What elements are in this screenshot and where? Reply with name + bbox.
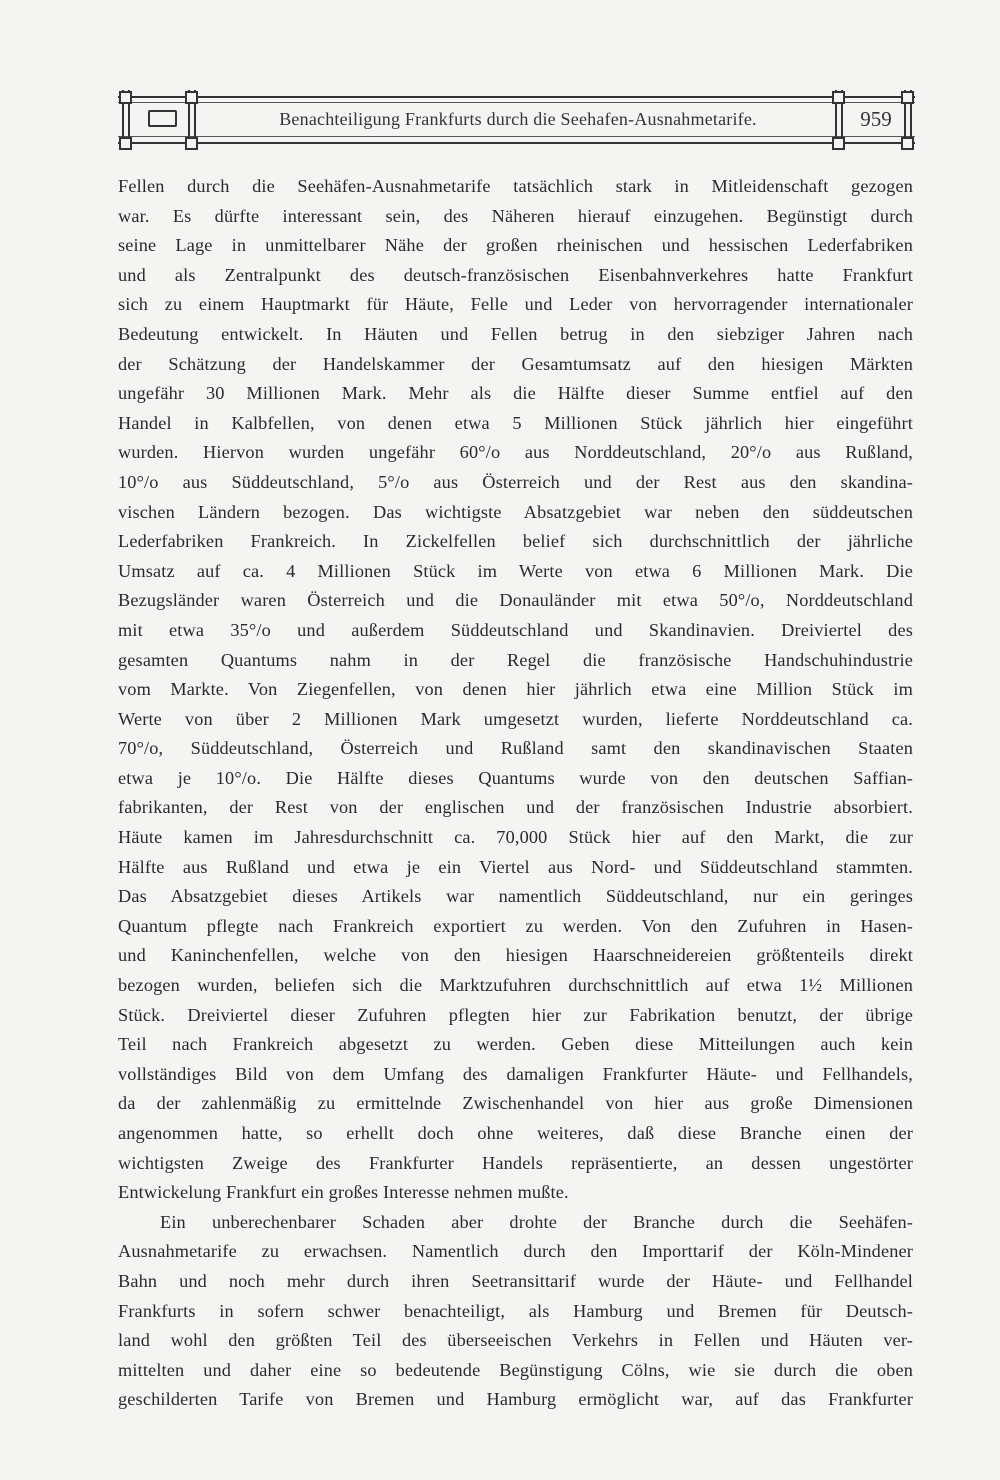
text-line: geschilderten Tarife von Bremen und Hamburg ermöglicht war, auf das Frankfurter — [118, 1389, 913, 1410]
text-line: Teil nach Frankreich abgesetzt zu werden. Geben diese Mitteilungen auch kein — [118, 1034, 913, 1055]
text-line: Stück. Dreiviertel dieser Zufuhren pflegten hier zur Fabrikation benutzt, der übrige — [118, 1004, 913, 1025]
text-line: Quantum pflegte nach Frankreich exportiert zu werden. Von den Zufuhren in Hasen- — [118, 915, 913, 936]
text-line: Hälfte aus Rußland und etwa je ein Viertel aus Nord- und Süddeutschland stammten. — [118, 856, 913, 877]
text-line: Frankfurts in sofern schwer benachteiligt, als Hamburg und Bremen für Deutsch- — [118, 1300, 913, 1321]
text-line: war. Es dürfte interessant sein, des Näheren hierauf einzugehen. Begünstigt durch — [118, 205, 913, 226]
text-line: mit etwa 35°/o und außerdem Süddeutschland und Skandinavien. Dreiviertel des — [118, 619, 913, 640]
text-line: bezogen wurden, beliefen sich die Marktzufuhren durchschnittlich auf etwa 1½ Millionen — [118, 975, 913, 996]
text-line: Das Absatzgebiet dieses Artikels war namentlich Süddeutschland, nur ein geringes — [118, 886, 913, 907]
text-line: wurden. Hiervon wurden ungefähr 60°/o aus Norddeutschland, 20°/o aus Rußland, — [118, 442, 913, 463]
text-line: fabrikanten, der Rest von der englischen und der französischen Industrie absorbiert. — [118, 797, 913, 818]
frame-corner-knob — [901, 91, 914, 104]
text-line: Handel in Kalbfellen, von denen etwa 5 Millionen Stück jährlich hier eingeführt — [118, 412, 913, 433]
rectangle-ornament-icon — [148, 110, 177, 127]
text-line: und als Zentralpunkt des deutsch-französischen Eisenbahnverkehres hatte Frankfurt — [118, 264, 913, 285]
text-line: Fellen durch die Seehäfen-Ausnahmetarife tatsächlich stark in Mitleidenschaft gezogen — [118, 176, 913, 196]
text-line: der Schätzung der Handelskammer der Gesamtumsatz auf den hiesigen Märkten — [118, 353, 913, 374]
text-line: Ausnahmetarife zu erwachsen. Namentlich durch den Importtarif der Köln-Mindener — [118, 1241, 913, 1262]
page-number: 959 — [860, 107, 892, 131]
text-line: ungefähr 30 Millionen Mark. Mehr als die Hälfte dieser Summe entfiel auf den — [118, 383, 913, 404]
running-head-title: Benachteiligung Frankfurts durch die Seehafen-Ausnahmetarife. — [279, 109, 757, 129]
text-line: vischen Ländern bezogen. Das wichtigste Absatzgebiet war neben den süddeutschen — [118, 501, 913, 522]
frame-corner-knob — [832, 91, 845, 104]
text-line: da der zahlenmäßig zu ermittelnde Zwischenhandel von hier aus große Dimensionen — [118, 1093, 913, 1114]
text-line: Bahn und noch mehr durch ihren Seetransittarif wurde der Häute- und Fellhandel — [118, 1270, 913, 1291]
header-rule — [118, 102, 915, 103]
text-line: Bedeutung entwickelt. In Häuten und Fellen betrug in den siebziger Jahren nach — [118, 323, 913, 344]
text-line: land wohl den größten Teil des überseeischen Verkehrs in Fellen und Häuten ver- — [118, 1330, 913, 1351]
text-line: und Kaninchenfellen, welche von den hiesigen Haarschneidereien größtenteils direkt — [118, 945, 913, 966]
text-line: vollständiges Bild von dem Umfang des damaligen Frankfurter Häute- und Fellhandels, — [118, 1063, 913, 1084]
text-line-paragraph-start: Ein unberechenbarer Schaden aber drohte der Branche durch die Seehäfen- — [160, 1211, 913, 1232]
text-line: Häute kamen im Jahresdurchschnitt ca. 70,000 Stück hier auf den Markt, die zur — [118, 827, 913, 848]
frame-corner-knob — [901, 137, 914, 150]
text-line: 10°/o aus Süddeutschland, 5°/o aus Österreich und der Rest aus den skandina- — [118, 471, 913, 492]
text-line: gesamten Quantums nahm in der Regel die französische Handschuhindustrie — [118, 649, 913, 670]
text-line: Bezugsländer waren Österreich und die Donauländer mit etwa 50°/o, Norddeutschland — [118, 590, 913, 611]
text-line: seine Lage in unmittelbarer Nähe der großen rheinischen und hessischen Lederfabriken — [118, 235, 913, 256]
text-line: 70°/o, Süddeutschland, Österreich und Rußland samt den skandinavischen Staaten — [118, 738, 913, 759]
text-line: sich zu einem Hauptmarkt für Häute, Felle und Leder von hervorragender internationaler — [118, 294, 913, 315]
frame-corner-knob — [185, 91, 198, 104]
header-rule — [118, 96, 915, 98]
text-line: Werte von über 2 Millionen Mark umgesetzt wurden, lieferte Norddeutschland ca. — [118, 708, 913, 729]
body-text — [118, 172, 913, 1415]
header-rule — [118, 142, 915, 144]
text-line: wichtigsten Zweige des Frankfurter Handels repräsentierte, an dessen ungestörter — [118, 1152, 913, 1173]
text-line: etwa je 10°/o. Die Hälfte dieses Quantums wurde von den deutschen Saffian- — [118, 767, 913, 788]
text-line: angenommen hatte, so erhellt doch ohne weiteres, daß diese Branche einen der — [118, 1123, 913, 1143]
text-line-paragraph-end: Entwickelung Frankfurt ein großes Interesse nehmen mußte. — [118, 1182, 569, 1203]
frame-corner-knob — [119, 137, 132, 150]
frame-corner-knob — [119, 91, 132, 104]
header-rule — [118, 136, 915, 137]
frame-corner-knob — [832, 137, 845, 150]
frame-corner-knob — [185, 137, 198, 150]
text-line: Umsatz auf ca. 4 Millionen Stück im Werte von etwa 6 Millionen Mark. Die — [118, 560, 913, 581]
text-line: Lederfabriken Frankreich. In Zickelfellen belief sich durchschnittlich der jährliche — [118, 531, 913, 552]
running-head — [118, 90, 915, 154]
text-line: vom Markte. Von Ziegenfellen, von denen hier jährlich etwa eine Million Stück im — [118, 679, 913, 700]
text-line: mittelten und daher eine so bedeutende Begünstigung Cölns, wie sie durch die oben — [118, 1359, 913, 1380]
